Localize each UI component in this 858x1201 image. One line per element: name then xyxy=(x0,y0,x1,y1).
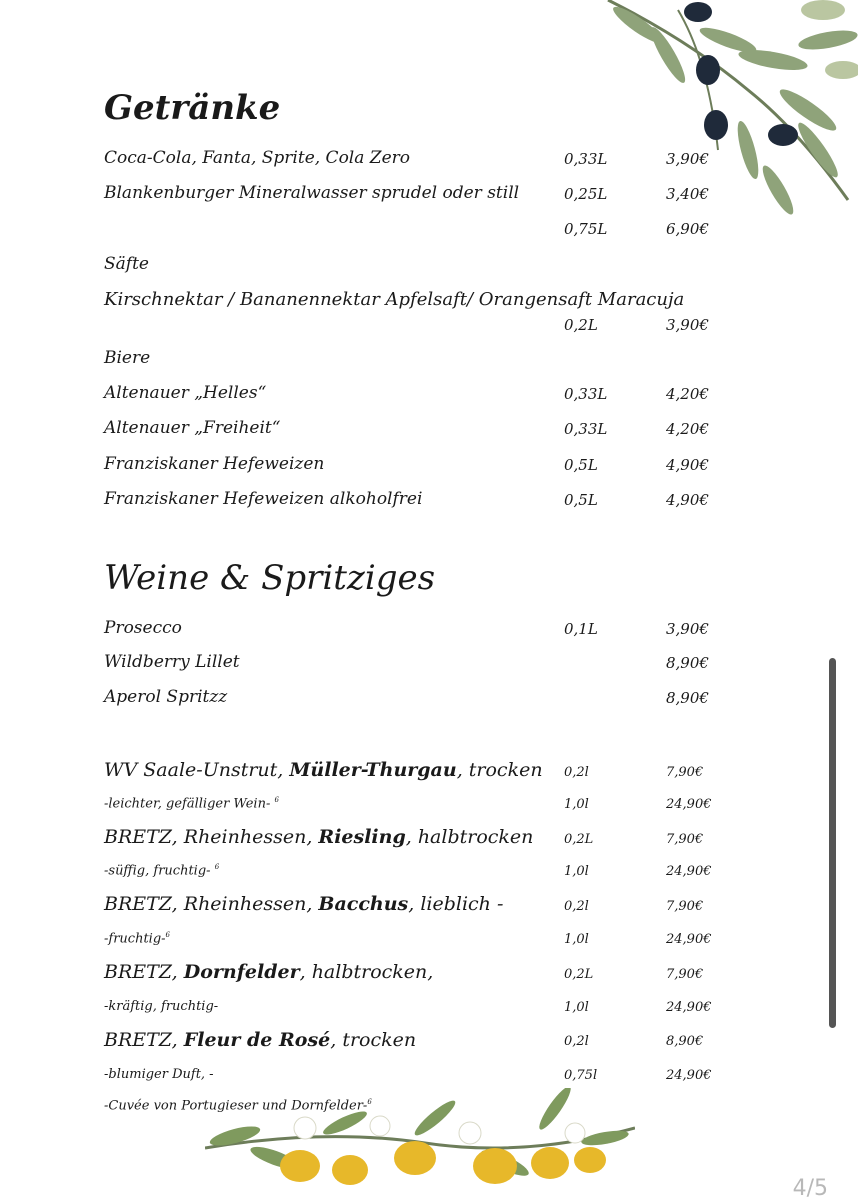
wine-name: BRETZ, Dornfelder, halbtrocken, xyxy=(104,961,434,983)
menu-item-price: 8,90€ xyxy=(666,689,709,707)
menu-item-price: 8,90€ xyxy=(666,654,709,672)
wine-price: 24,90€ xyxy=(666,1068,712,1083)
menu-item-name: Altenauer „Helles“ xyxy=(104,383,267,403)
menu-item-name: Aperol Spritzz xyxy=(104,687,228,707)
wine-name: BRETZ, Rheinhessen, Bacchus, lieblich - xyxy=(104,893,504,915)
section-title-weine: Weine & Spritziges xyxy=(104,558,436,598)
menu-item-name: Franziskaner Hefeweizen xyxy=(104,454,325,474)
menu-item-volume: 0,5L xyxy=(564,456,598,474)
wine-name: BRETZ, Rheinhessen, Riesling, halbtrocken xyxy=(104,826,534,848)
wine-price: 7,90€ xyxy=(666,832,704,847)
menu-item-name: Altenauer „Freiheit“ xyxy=(104,418,281,438)
menu-item-name: Blankenburger Mineralwasser sprudel oder still xyxy=(104,183,520,203)
menu-item-price: 3,90€ xyxy=(666,620,709,638)
wine-price: 7,90€ xyxy=(666,765,704,780)
menu-item-name: Prosecco xyxy=(104,618,182,638)
wine-price: 24,90€ xyxy=(666,797,712,812)
section-title-getraenke: Getränke xyxy=(104,88,281,128)
wine-volume: 1,0l xyxy=(564,797,589,812)
wine-description: -Cuvée von Portugieser und Dornfelder-$^6$ xyxy=(104,1098,372,1114)
wine-name: WV Saale-Unstrut, Müller-Thurgau, trocken xyxy=(104,759,543,781)
scrollbar-thumb[interactable] xyxy=(829,658,836,1028)
menu-item-volume: 0,1L xyxy=(564,620,598,638)
menu-item-volume: 0,2L xyxy=(564,316,598,334)
menu-item-price: 6,90€ xyxy=(666,220,709,238)
menu-item-name: Franziskaner Hefeweizen alkoholfrei xyxy=(104,489,423,509)
menu-item-price: 4,20€ xyxy=(666,385,709,403)
lemon-branch-icon xyxy=(205,1088,635,1200)
wine-price: 7,90€ xyxy=(666,967,704,982)
olive-branch-icon xyxy=(598,0,858,235)
wine-description: -süffig, fruchtig- $^6$ xyxy=(104,863,220,879)
wine-price: 7,90€ xyxy=(666,899,704,914)
wine-description: -blumiger Duft, - xyxy=(104,1067,214,1082)
menu-item-volume: 0,25L xyxy=(564,185,608,203)
menu-item-name: Coca-Cola, Fanta, Sprite, Cola Zero xyxy=(104,148,411,168)
page-indicator: 4/5 xyxy=(792,1176,828,1201)
menu-item-volume: 0,33L xyxy=(564,385,608,403)
wine-description: -kräftig, fruchtig- xyxy=(104,999,219,1014)
wine-description: -leichter, gefälliger Wein- $^6$ xyxy=(104,796,279,812)
wine-volume: 1,0l xyxy=(564,864,589,879)
menu-item-name: Kirschnektar / Bananennektar Apfelsaft/ Orangensaft Maracuja xyxy=(104,289,685,310)
menu-item-price: 4,90€ xyxy=(666,491,709,509)
wine-price: 24,90€ xyxy=(666,932,712,947)
wine-volume: 0,2l xyxy=(564,1034,589,1049)
wine-volume: 0,75l xyxy=(564,1068,598,1083)
menu-item-price: 3,90€ xyxy=(666,150,709,168)
wine-price: 8,90€ xyxy=(666,1034,704,1049)
wine-price: 24,90€ xyxy=(666,1000,712,1015)
wine-volume: 0,2L xyxy=(564,967,594,982)
category-label-biere: Biere xyxy=(104,348,151,368)
menu-item-volume: 0,75L xyxy=(564,220,608,238)
wine-volume: 0,2l xyxy=(564,899,589,914)
wine-volume: 0,2l xyxy=(564,765,589,780)
menu-item-price: 4,20€ xyxy=(666,420,709,438)
wine-name: BRETZ, Fleur de Rosé, trocken xyxy=(104,1029,417,1051)
menu-item-name: Wildberry Lillet xyxy=(104,652,240,672)
wine-volume: 1,0l xyxy=(564,932,589,947)
category-label-saefte: Säfte xyxy=(104,254,149,274)
wine-description: -fruchtig-$^6$ xyxy=(104,931,171,947)
menu-item-price: 4,90€ xyxy=(666,456,709,474)
wine-volume: 0,2L xyxy=(564,832,594,847)
menu-item-volume: 0,33L xyxy=(564,150,608,168)
wine-volume: 1,0l xyxy=(564,1000,589,1015)
menu-item-volume: 0,5L xyxy=(564,491,598,509)
menu-item-volume: 0,33L xyxy=(564,420,608,438)
menu-item-price: 3,90€ xyxy=(666,316,709,334)
wine-price: 24,90€ xyxy=(666,864,712,879)
menu-item-price: 3,40€ xyxy=(666,185,709,203)
